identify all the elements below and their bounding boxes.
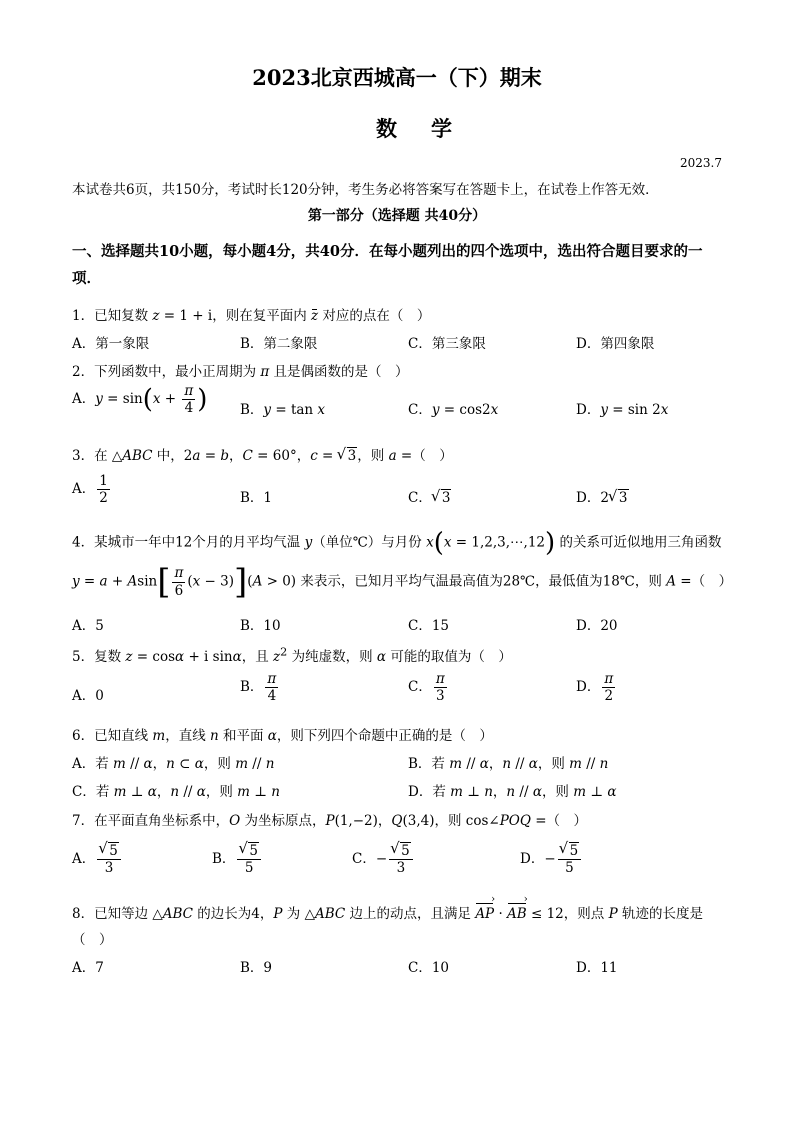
question-8-option-a[interactable]: A．7 [72, 960, 104, 976]
question-5-option-b[interactable]: B． $\frac{\pi}{4}$ [240, 671, 277, 705]
subject-title: 数学 [376, 116, 486, 141]
exam-instructions: 本试卷共6页，共150分，考试时长120分钟，考生务必将答案写在答题卡上，在试卷上作答无效． [72, 182, 659, 198]
question-1-option-c[interactable]: C．第三象限 [408, 336, 486, 352]
question-7-option-c[interactable]: C．− √ $\frac{5}{3}$ [352, 844, 415, 875]
question-2-stem: 2．下列函数中，最小正周期为 π 且是偶函数的是（ ） [72, 364, 409, 380]
question-3-option-c[interactable]: C．√ 3 [408, 486, 451, 506]
question-8-option-b[interactable]: B．9 [240, 960, 273, 976]
question-3-option-b[interactable]: B．1 [240, 490, 273, 506]
question-4-option-b[interactable]: B．10 [240, 618, 281, 634]
question-1-option-a[interactable]: A．第一象限 [72, 336, 150, 352]
question-6-option-a[interactable]: A．若 m // α，n ⊂ α，则 m // n [72, 756, 275, 772]
question-8-option-d[interactable]: D．11 [576, 960, 618, 976]
question-7-option-a[interactable]: A． √ $\frac{5}{3}$ [72, 844, 123, 875]
question-3-option-d[interactable]: D．2√ 3 [576, 486, 629, 506]
question-8-stem-line-2: （ ） [72, 932, 113, 948]
question-5-stem: 5．复数 z = cosα + i sinα，且 $z^2$ 为纯虚数，则 α 可能的取值为（ ） [72, 645, 512, 665]
exam-title: 2023北京西城高一（下）期末 [252, 65, 542, 90]
question-2-option-a[interactable]: A．y = sin(x + $\frac{\pi}{4}$ ) [72, 383, 208, 417]
question-3-stem: 3．在 △ABC 中，2a = b，C = 60°，c = √ 3，则 a =（ ） [72, 444, 453, 464]
question-6-option-b[interactable]: B．若 m // α，n // α，则 m // n [408, 756, 609, 772]
question-5-option-c[interactable]: C． $\frac{\pi}{3}$ [408, 671, 445, 705]
question-5-option-a[interactable]: A．0 [72, 688, 104, 704]
question-8-option-c[interactable]: C．10 [408, 960, 450, 976]
question-2-option-d[interactable]: D．y = sin 2x [576, 402, 669, 418]
question-4-option-c[interactable]: C．15 [408, 618, 450, 634]
section-heading: 一、选择题共10小题，每小题4分，共40分．在每小题列出的四个选项中，选出符合题目要求的一项． [72, 243, 703, 287]
question-7-option-b[interactable]: B． √ $\frac{5}{5}$ [212, 844, 263, 875]
question-2-option-b[interactable]: B．y = tan x [240, 402, 326, 418]
question-4-option-a[interactable]: A．5 [72, 618, 104, 634]
question-4-stem-line-1: 4．某城市一年中12个月的月平均气温 y（单位℃）与月份 x(x = 1,2,3,⋯,12) 的关系可近似地用三角函数 [72, 528, 722, 558]
question-5-option-d[interactable]: D． $\frac{\pi}{2}$ [576, 671, 614, 705]
part-heading: 第一部分（选择题 共40分） [307, 208, 487, 224]
question-6-stem: 6．已知直线 m，直线 n 和平面 α，则下列四个命题中正确的是（ ） [72, 728, 493, 744]
question-1-stem: 1．已知复数 z = 1 + i，则在复平面内 z 对应的点在（ ） [72, 308, 431, 324]
question-1-option-b[interactable]: B．第二象限 [240, 336, 318, 352]
question-6-option-d[interactable]: D．若 m ⊥ n，n // α，则 m ⊥ α [408, 784, 617, 800]
question-8-stem-line-1: 8．已知等边 △ABC 的边长为4，P 为 △ABC 边上的动点，且满足 AP › · AB › ≤ 12，则点 P 轨迹的长度是 [72, 902, 703, 922]
question-3-option-a[interactable]: A． $\frac{1}{2}$ [72, 473, 108, 507]
question-4-stem-line-2: y = a + Asin[ $\frac{\pi}{6}$ (x − 3)](A > 0) 来表示，已知月平均气温最高值为28℃，最低值为18℃，则 A =（ ） [72, 562, 733, 602]
question-7-stem: 7．在平面直角坐标系中，O 为坐标原点，P(1,−2)，Q(3,4)，则 cos∠POQ =（ ） [72, 813, 588, 829]
question-4-option-d[interactable]: D．20 [576, 618, 618, 634]
exam-date: 2023.7 [680, 156, 722, 170]
question-1-option-d[interactable]: D．第四象限 [576, 336, 655, 352]
question-7-option-d[interactable]: D．− √ $\frac{5}{5}$ [520, 844, 583, 875]
question-2-option-c[interactable]: C．y = cos2x [408, 402, 499, 418]
question-6-option-c[interactable]: C．若 m ⊥ α，n // α，则 m ⊥ n [72, 784, 280, 800]
